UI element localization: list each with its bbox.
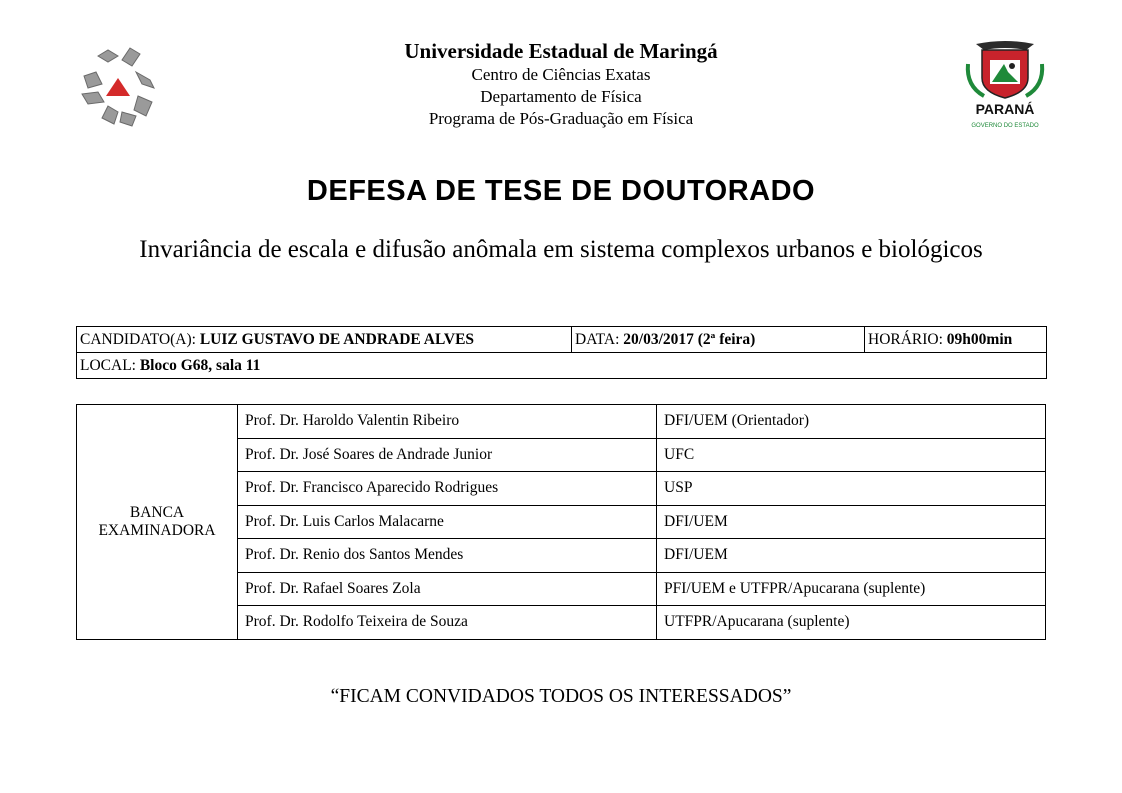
- board-label-line1: BANCA: [129, 503, 185, 521]
- member-name: Prof. Dr. Renio dos Santos Mendes: [238, 539, 657, 573]
- member-affiliation: DFI/UEM (Orientador): [657, 405, 1046, 439]
- time-cell: [865, 327, 1047, 353]
- member-name: Prof. Dr. Francisco Aparecido Rodrigues: [238, 472, 657, 506]
- info-row-main: [77, 327, 1047, 353]
- member-name: Prof. Dr. Luis Carlos Malacarne: [238, 505, 657, 539]
- uem-logo-icon: [78, 42, 160, 130]
- defense-info-table: [76, 326, 1047, 379]
- member-name: Prof. Dr. Rafael Soares Zola: [238, 572, 657, 606]
- closing-invitation: “FICAM CONVIDADOS TODOS OS INTERESSADOS”: [330, 686, 792, 707]
- examining-board-table: [76, 404, 1046, 640]
- page-title: DEFESA DE TESE DE DOUTORADO: [306, 175, 816, 207]
- board-label-line2: EXAMINADORA: [98, 521, 216, 539]
- place-value: Bloco G68, sala 11: [139, 356, 261, 374]
- date-cell: [572, 327, 865, 353]
- university-name: Universidade Estadual de Maringá: [404, 39, 718, 63]
- program-name: Programa de Pós-Graduação em Física: [428, 109, 694, 128]
- time-value: 09h00min: [946, 330, 1013, 348]
- institution-header: [300, 38, 822, 130]
- info-row-place: [77, 353, 1047, 379]
- place-label: LOCAL:: [80, 356, 136, 374]
- member-affiliation: UFC: [657, 438, 1046, 472]
- table-row: [77, 405, 1046, 439]
- candidate-name: LUIZ GUSTAVO DE ANDRADE ALVES: [199, 330, 475, 348]
- date-value: 20/03/2017 (2ª feira): [623, 330, 756, 348]
- department-name: Departamento de Física: [480, 87, 642, 106]
- place-cell: [77, 353, 1047, 379]
- date-label: DATA:: [575, 330, 620, 348]
- thesis-title: Invariância de escala e difusão anômala em sistema complexos urbanos e biológicos: [139, 236, 983, 263]
- board-label: [77, 405, 238, 640]
- member-affiliation: USP: [657, 472, 1046, 506]
- member-name: Prof. Dr. Haroldo Valentin Ribeiro: [238, 405, 657, 439]
- candidate-cell: [77, 327, 572, 353]
- member-affiliation: DFI/UEM: [657, 539, 1046, 573]
- member-name: Prof. Dr. Rodolfo Teixeira de Souza: [238, 606, 657, 640]
- member-affiliation: PFI/UEM e UTFPR/Apucarana (suplente): [657, 572, 1046, 606]
- time-label: HORÁRIO:: [868, 330, 943, 348]
- parana-coat-of-arms-icon: [962, 38, 1048, 132]
- candidate-label: CANDIDATO(A):: [80, 330, 196, 348]
- center-name: Centro de Ciências Exatas: [471, 65, 651, 84]
- member-name: Prof. Dr. José Soares de Andrade Junior: [238, 438, 657, 472]
- member-affiliation: UTFPR/Apucarana (suplente): [657, 606, 1046, 640]
- parana-label: PARANÁ: [975, 101, 1035, 117]
- governo-label: GOVERNO DO ESTADO: [971, 123, 1039, 129]
- member-affiliation: DFI/UEM: [657, 505, 1046, 539]
